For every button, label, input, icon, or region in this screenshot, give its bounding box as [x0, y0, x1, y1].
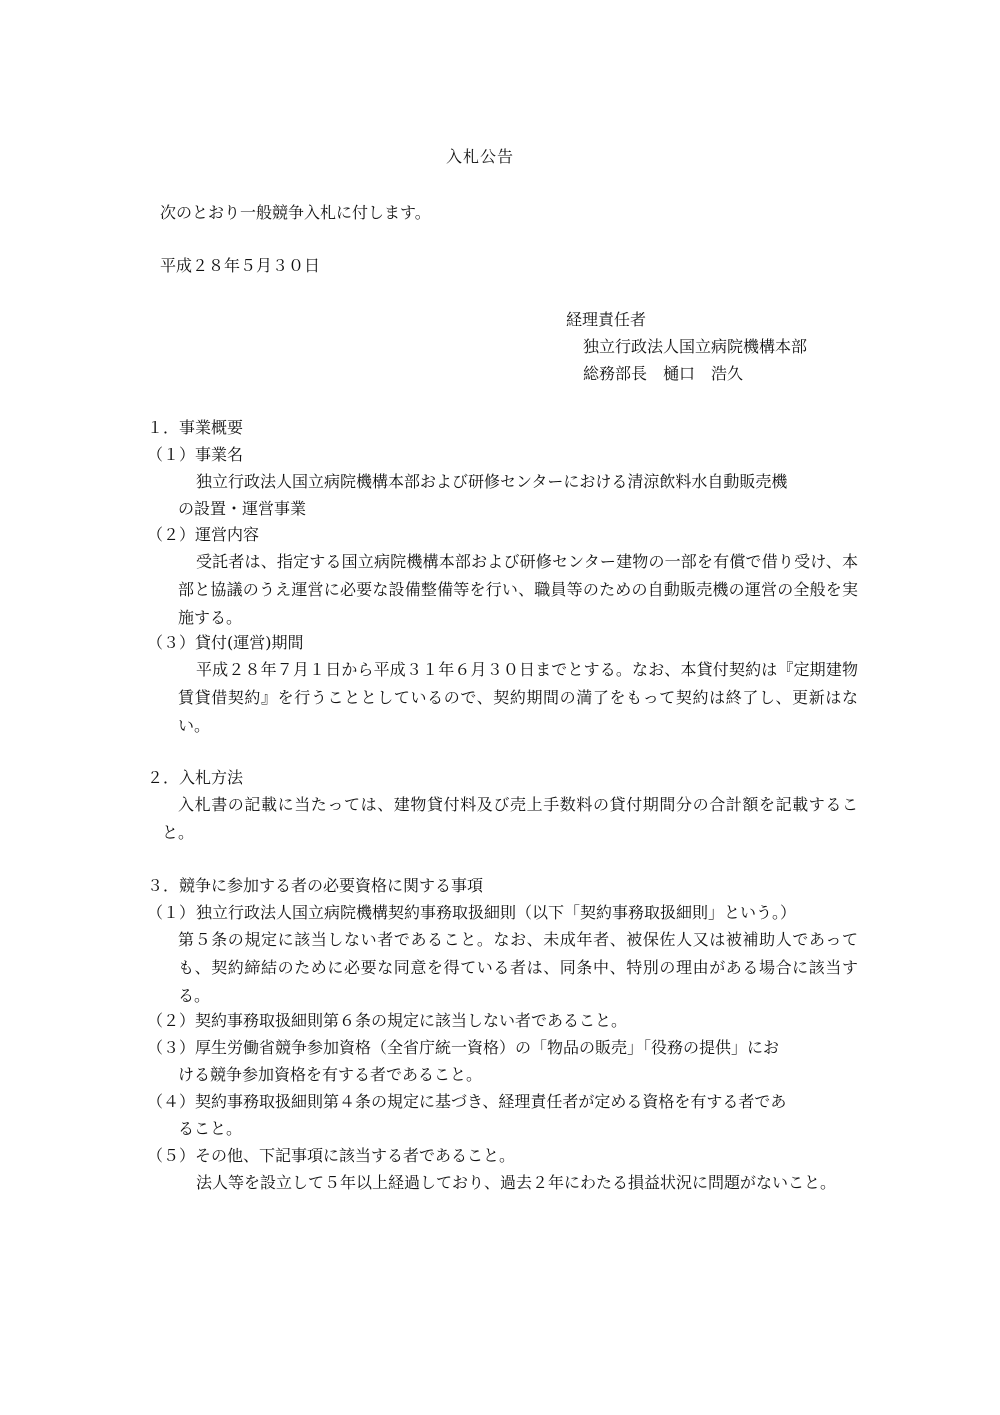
notice-date: 平成２８年５月３０日 — [160, 256, 321, 275]
section-1-item-1-label: （１）事業名 — [147, 445, 244, 464]
issuer-role: 経理責任者 — [566, 310, 647, 329]
section-1-item-2-label: （２）運営内容 — [147, 525, 260, 544]
section-1-item-3-text: 平成２８年７月１日から平成３１年６月３０日までとする。なお、本貸付契約は『定期建物賃貸借契約』を行うこととしているので、契約期間の満了をもって契約は終了し、更新はない。 — [178, 660, 858, 735]
section-3-item-1-first-line: 独立行政法人国立病院機構契約事務取扱細則（以下「契約事務取扱細則」という。） — [196, 903, 797, 922]
section-1-item-2-text: 受託者は、指定する国立病院機構本部および研修センター建物の一部を有償で借り受け、本部と協議のうえ運営に必要な設備整備等を行い、職員等のための自動販売機の運営の全般を実施する。 — [178, 552, 858, 627]
section-3-item-1-label: （１） — [147, 903, 196, 922]
section-3-item-4-first-line: （４）契約事務取扱細則第４条の規定に基づき、経理責任者が定める資格を有する者であ — [147, 1092, 787, 1111]
section-3-item-1-text: 第５条の規定に該当しない者であること。なお、未成年者、被保佐人又は被補助人であっても、契約締結のために必要な同意を得ている者は、同条中、特別の理由がある場合に該当する。 — [178, 930, 858, 1005]
section-3-item-2: （２）契約事務取扱細則第６条の規定に該当しない者であること。 — [147, 1011, 628, 1030]
intro-text: 次のとおり一般競争入札に付します。 — [160, 203, 431, 222]
section-1-item-3-label: （３）貸付(運営)期間 — [147, 633, 304, 652]
section-3-item-4-text: ること。 — [178, 1119, 243, 1138]
section-1-item-1-text-b: の設置・運営事業 — [178, 499, 307, 518]
section-3-item-3-text: ける競争参加資格を有する者であること。 — [178, 1065, 483, 1084]
section-2-heading: ２．入札方法 — [147, 768, 244, 787]
document-title: 入札公告 — [445, 147, 514, 166]
section-3-item-3-first-line: （３）厚生労働省競争参加資格（全省庁統一資格）の「物品の販売」「役務の提供」にお — [147, 1038, 780, 1057]
section-1-heading: １．事業概要 — [147, 418, 244, 437]
section-3-item-5: （５）その他、下記事項に該当する者であること。 — [147, 1146, 516, 1165]
section-3-item-5-text: 法人等を設立して５年以上経過しており、過去２年にわたる損益状況に問題がないこと。 — [196, 1173, 837, 1192]
issuer-org: 独立行政法人国立病院機構本部 — [583, 337, 808, 356]
issuer-name: 総務部長 樋口 浩久 — [583, 364, 744, 383]
section-1-item-1-text-a: 独立行政法人国立病院機構本部および研修センターにおける清涼飲料水自動販売機 — [196, 472, 788, 491]
section-2-text: 入札書の記載に当たっては、建物貸付料及び売上手数料の貸付期間分の合計額を記載すること。 — [162, 795, 858, 842]
section-3-heading: ３．競争に参加する者の必要資格に関する事項 — [147, 876, 484, 895]
